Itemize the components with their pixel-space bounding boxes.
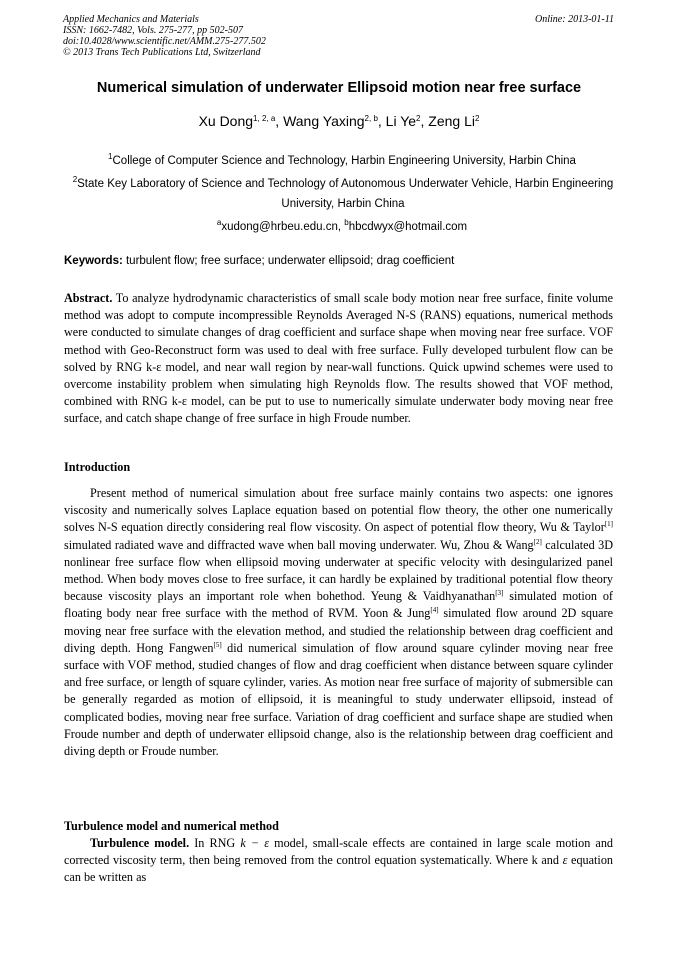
author-sup: 2, b [364, 114, 378, 123]
author-name: Xu Dong [198, 113, 254, 129]
citation-ref: [5] [213, 640, 222, 649]
copyright-line: © 2013 Trans Tech Publications Ltd, Switzerland [63, 47, 261, 58]
abstract [64, 290, 613, 428]
keywords [64, 255, 454, 267]
affiliation-1: $^1$College of Computer Science and Technology, Harbin Engineering University, Harbin China [108, 152, 576, 167]
turbulence-label: Turbulence model. [90, 836, 190, 850]
author-name: Wang Yaxing [283, 113, 365, 129]
author-name: Li Ye [385, 113, 417, 129]
doi-line: doi:10.4028/www.scientific.net/AMM.275-277.502 [63, 36, 266, 47]
keywords-label: Keywords: [64, 255, 123, 267]
introduction-paragraph: Present method of numerical simulation about free surface mainly contains two aspects: one ignores viscosity and numerically solves Laplace equation based on potential flow theory, the other one numerically solves N-S equation directly considering real flow viscosity. On aspect of potential flow theory, Wu & Taylor[1] simulated radiated wave and diffracted wave when ball moving underwater. Wu, Zhou & Wang[2] calculated 3D nonlinear free surface flow when ellipsoid moving underwater at specific velocity with desingularized panel method. When body moves close to free surface, it can hardly be explained by traditional potential flow theory because viscosity plays an important role when bohethod. Yeung & Vaidhyanathan[3] simulated motion of floating body near free surface with the method of RVM. Yoon & Jung[4] simulated flow around 2D square moving near free surface with the elevation method, and studied the relationship between drag coefficient and diving depth. Hong Fangwen[5] did numerical simulation of flow around square cylinder moving near free surface with VOF method, studied changes of flow and drag coefficient when distance between square cylinder and free surface, or length of square cylinder, varies. As motion near free surface of majority of submersible can be generally regarded as motion of ellipsoid, it is meaningful to study underwater ellipsoid, instead of complicated bodies, moving near free surface. Variation of drag coefficient and surface shape are studied when Froude number and depth of underwater ellipsoid change, also is the relationship between drag coefficient and diving depth or Froude number. [64, 486, 613, 759]
citation-ref: [2] [533, 537, 542, 546]
paper-title: Numerical simulation of underwater Ellipsoid motion near free surface [96, 80, 582, 96]
email-line: $^a$xudong@hrbeu.edu.cn, $^b$hbcdwyx@hotmail.com [216, 218, 468, 233]
author-sup: 1, 2, a [253, 114, 276, 123]
keywords-text: turbulent flow; free surface; underwater ellipsoid; drag coefficient [122, 255, 455, 267]
author-sup: 2 [416, 114, 421, 123]
issn-line: ISSN: 1662-7482, Vols. 275-277, pp 502-507 [63, 25, 243, 36]
turbulence-heading: Turbulence model and numerical method [64, 819, 279, 833]
author-list: Xu Dong$^{1, 2, a}$, Wang Yaxing$^{2, b}$, Li Ye$^2$, Zeng Li$^2$ [198, 113, 480, 129]
introduction-heading: Introduction [64, 460, 131, 474]
epsilon-symbol: ε [562, 853, 568, 868]
turbulence-paragraph: Turbulence model. In RNG k − ε model, small-scale effects are contained in large scale motion and corrected viscosity term, then being removed from the control equation systematically. Where k and ε equation can be written as [64, 836, 614, 885]
affiliation-2: $^2$State Key Laboratory of Science and Technology of Autonomous Underwater Vehicle, Harbin Engineering University, Harbin China [72, 175, 614, 210]
author-sup: 2 [474, 114, 480, 123]
abstract-text: To analyze hydrodynamic characteristics of small scale body motion near free surface, finite volume method was adopt to compute incompressible Reynolds Averaged N-S (RANS) equations, numerical methods were conducted to simulate changes of drag coefficient and surface shape when moving near free surface. VOF method with Geo-Reconstruct form was used to deal with free surface. Fully developed turbulent flow can be solved by RNG k-ε model, and near wall region by near-wall functions. Quick upwind schemes were used to overcome instability problem when simulating high Reynolds flow. The results showed that VOF method, combined with RNG k-ε model, can be put to use to numerically simulate underwater body moving near free surface, and catch shape change of free surface in high Froude number. [64, 291, 613, 426]
citation-ref: [3] [495, 589, 504, 598]
citation-ref: [4] [430, 606, 439, 615]
journal-name: Applied Mechanics and Materials [63, 14, 199, 25]
author-name: Zeng Li [428, 113, 475, 129]
online-date: Online: 2013-01-11 [535, 14, 614, 25]
abstract-label: Abstract. [64, 291, 113, 305]
k-epsilon-symbol: k − ε [240, 836, 269, 850]
citation-ref: [1] [604, 520, 613, 529]
